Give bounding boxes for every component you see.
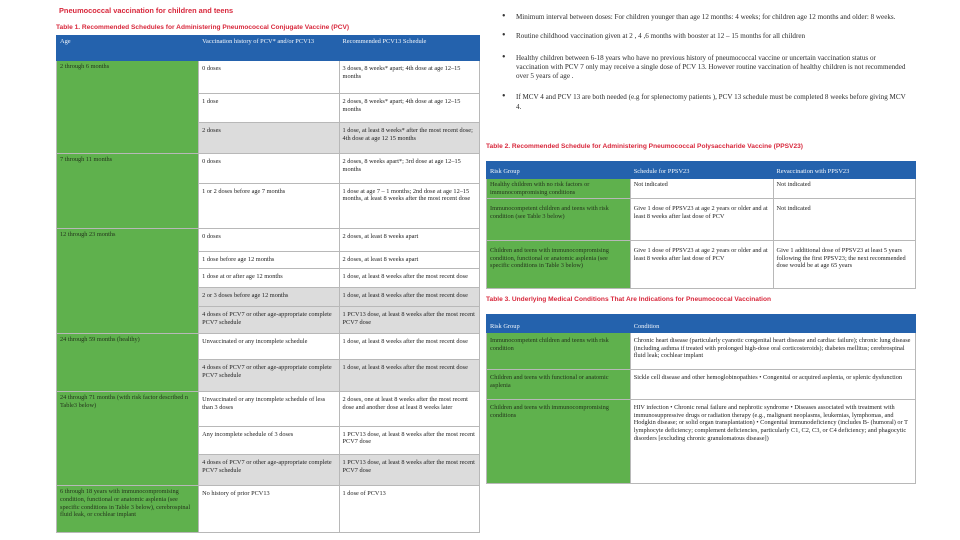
table1-history-cell: No history of prior PCV13 <box>199 486 339 533</box>
table1-schedule-cell: 2 doses, one at least 8 weeks after the most recent dose and another dose at least 8 weeks later <box>339 392 479 427</box>
table1-schedule-cell: 1 dose, at least 8 weeks after the most recent dose <box>339 360 479 392</box>
table-row <box>57 154 480 184</box>
table1-schedule-cell: 1 dose, at least 8 weeks after the most recent dose <box>339 269 479 288</box>
table1-history-cell: 1 dose before age 12 months <box>199 251 339 268</box>
table1-schedule-cell: 1 dose, at least 8 weeks after the most recent dose <box>339 333 479 359</box>
table3-caption: Table 3. Underlying Medical Conditions That Are Indications for Pneumococcal Vaccination <box>486 296 772 304</box>
table1-age-cell: 24 through 59 months (healthy) <box>57 333 199 391</box>
table-row <box>487 241 916 289</box>
table2-risk-cell: Immunocompetent children and teens with risk condition (see Table 3 below) <box>487 199 631 241</box>
table1-caption: Table 1. Recommended Schedules for Administering Pneumococcal Conjugate Vaccine (PCV) <box>56 24 350 31</box>
table-row <box>487 333 916 370</box>
table1-schedule-cell: 2 doses, at least 8 weeks apart <box>339 229 479 252</box>
table1-schedule-cell: 2 doses, at least 8 weeks apart <box>339 251 479 268</box>
table1-history-cell: 2 doses <box>199 123 339 154</box>
table2-revacc-cell: Not indicated <box>773 199 915 241</box>
table1-age-cell: 2 through 6 months <box>57 61 199 154</box>
table2-header-revacc: Revaccination with PPSV23 <box>773 162 915 179</box>
table2-caption: Table 2. Recommended Schedule for Administering Pneumococcal Polysaccharide Vaccine (PPSV23) <box>486 143 803 151</box>
table3-condition-cell: HIV infection • Chronic renal failure and nephrotic syndrome • Diseases associated with treatment with immunosuppressive drugs or radiation therapy (e.g., malignant neoplasms, leukemias, lymphomas, and Hodgkin disease; or solid organ transplantation) • Congenital immunodeficiency (includes B- (humoral) or T lymphocyte deficiency; complement deficiencies, particularly C1, C2, C3, or C4 deficiency; and phagocytic disorders [excluding chronic granulomatous disease]) <box>630 400 915 484</box>
table-row <box>487 179 916 199</box>
table3-condition-cell: Sickle cell disease and other hemoglobinopathies • Congenital or acquired asplenia, or splenic dysfunction <box>630 370 915 400</box>
table2-schedule-cell: Give 1 dose of PPSV23 at age 2 years or older and at least 8 weeks after last dose of PCV <box>630 241 773 289</box>
note-bullet: • Healthy children between 6-18 years who have no previous history of pneumococcal vaccine or uncertain vaccination status or vaccination with PCV 7 only may receive a single dose of PCV 13. However routine vaccination of healthy children is not recommended over 5 years of age . <box>500 54 906 82</box>
table2-schedule-cell: Not indicated <box>630 179 773 199</box>
table-row <box>57 486 480 533</box>
table1-schedule-cell: 1 dose at age 7 – 1 months; 2nd dose at age 12–15 months, at least 8 weeks after the most recent dose <box>339 183 479 228</box>
table2-revacc-cell: Not indicated <box>773 179 915 199</box>
table-row <box>487 199 916 241</box>
table1-history-cell: Any incomplete schedule of 3 doses <box>199 426 339 455</box>
table-row <box>57 392 480 427</box>
table2-header-schedule: Schedule for PPSV23 <box>630 162 773 179</box>
table1-header-schedule: Recommended PCV13 Schedule <box>339 36 479 61</box>
table1-age-cell: 7 through 11 months <box>57 154 199 229</box>
table1-age-cell: 6 through 18 years with immunocompromising condition, functional or anatomic asplenia (see specific conditions in Table 3 below), cerebrospinal fluid leak, or cochlear implant <box>57 486 199 533</box>
table3-risk-cell: Children and teens with functional or anatomic asplenia <box>487 370 631 400</box>
note-bullet: • If MCV 4 and PCV 13 are both needed (e.g for splenectomy patients ), PCV 13 schedule must be completed 8 weeks before giving MCV 4. <box>500 93 906 112</box>
table-row <box>487 400 916 484</box>
table3-condition-cell: Chronic heart disease (particularly cyanotic congenital heart disease and cardiac failure); chronic lung disease (including asthma if treated with prolonged high-dose oral corticosteroids); diabetes mellitus; cerebrospinal fluid leak; cochlear implant <box>630 333 915 370</box>
notes-list <box>486 4 916 112</box>
table2 <box>486 161 916 289</box>
table1-header-age: Age <box>57 36 199 61</box>
table-row <box>487 370 916 400</box>
table1-history-cell: 0 doses <box>199 229 339 252</box>
table1-header-history: Vaccination history of PCV* and/or PCV13 <box>199 36 339 61</box>
table2-revacc-cell: Give 1 additional dose of PPSV23 at least 5 years following the first PPSV23; the next recommended dose would be at age 65 years <box>773 241 915 289</box>
table1-history-cell: 1 or 2 doses before age 7 months <box>199 183 339 228</box>
table-row <box>57 333 480 359</box>
table-row <box>57 229 480 252</box>
table3-header-condition: Condition <box>630 315 915 333</box>
table1-schedule-cell: 1 dose, at least 8 weeks* after the most recent dose; 4th dose at age 12 15 months <box>339 123 479 154</box>
table1-history-cell: 4 doses of PCV7 or other age-appropriate complete PCV7 schedule <box>199 455 339 486</box>
table1-schedule-cell: 2 doses, 8 weeks* apart; 4th dose at age 12–15 months <box>339 94 479 123</box>
table2-header-risk: Risk Group <box>487 162 631 179</box>
table3-risk-cell: Children and teens with immunocompromising conditions <box>487 400 631 484</box>
table2-risk-cell: Children and teens with immunocompromising condition, functional or anatomic asplenia (see specific conditions in Table 3 below) <box>487 241 631 289</box>
table1-age-cell: 24 through 71 months (with risk factor described n Table3 below) <box>57 392 199 486</box>
table1-age-cell: 12 through 23 months <box>57 229 199 334</box>
note-bullet: • Routine childhood vaccination given at 2 , 4 ,6 months with booster at 12 – 15 months for all children <box>500 32 906 41</box>
note-bullet: • Minimum interval between doses: For children younger than age 12 months: 4 weeks; for children age 12 months and older: 8 weeks. <box>500 13 906 22</box>
table1-schedule-cell: 1 PCV13 dose, at least 8 weeks after the most recent PCV7 dose <box>339 307 479 333</box>
right-page <box>486 4 916 540</box>
table3 <box>486 314 916 484</box>
table-row <box>57 61 480 94</box>
table1-schedule-cell: 1 PCV13 dose, at least 8 weeks after the most recent PCV7 dose <box>339 426 479 455</box>
table2-risk-cell: Healthy children with no risk factors or immunocompromising conditions <box>487 179 631 199</box>
table3-header-risk: Risk Group <box>487 315 631 333</box>
table1-schedule-cell: 1 dose, at least 8 weeks after the most recent dose <box>339 288 479 307</box>
table1-body <box>57 61 480 533</box>
table1-history-cell: 0 doses <box>199 61 339 94</box>
table1-history-cell: 1 dose <box>199 94 339 123</box>
table1-history-cell: 4 doses of PCV7 or other age-appropriate complete PCV7 schedule <box>199 307 339 333</box>
table1-history-cell: 4 doses of PCV7 or other age-appropriate complete PCV7 schedule <box>199 360 339 392</box>
table1-history-cell: 2 or 3 doses before age 12 months <box>199 288 339 307</box>
table1-history-cell: Unvaccinated or any incomplete schedule of less than 3 doses <box>199 392 339 427</box>
table2-schedule-cell: Give 1 dose of PPSV23 at age 2 years or older and at least 8 weeks after last dose of PCV <box>630 199 773 241</box>
table1-schedule-cell: 1 PCV13 dose, at least 8 weeks after the most recent PCV7 dose <box>339 455 479 486</box>
table3-risk-cell: Immunocompetent children and teens with risk condition <box>487 333 631 370</box>
table1-schedule-cell: 2 doses, 8 weeks apart*; 3rd dose at age 12–15 months <box>339 154 479 184</box>
table1-history-cell: 0 doses <box>199 154 339 184</box>
table1-schedule-cell: 1 dose of PCV13 <box>339 486 479 533</box>
section-header: Pneumococcal vaccination for children and teens <box>59 6 234 15</box>
table1-history-cell: Unvaccinated or any incomplete schedule <box>199 333 339 359</box>
table1-history-cell: 1 dose at or after age 12 months <box>199 269 339 288</box>
table1 <box>56 35 480 533</box>
table1-schedule-cell: 3 doses, 8 weeks* apart; 4th dose at age 12–15 months <box>339 61 479 94</box>
left-page <box>56 4 480 540</box>
